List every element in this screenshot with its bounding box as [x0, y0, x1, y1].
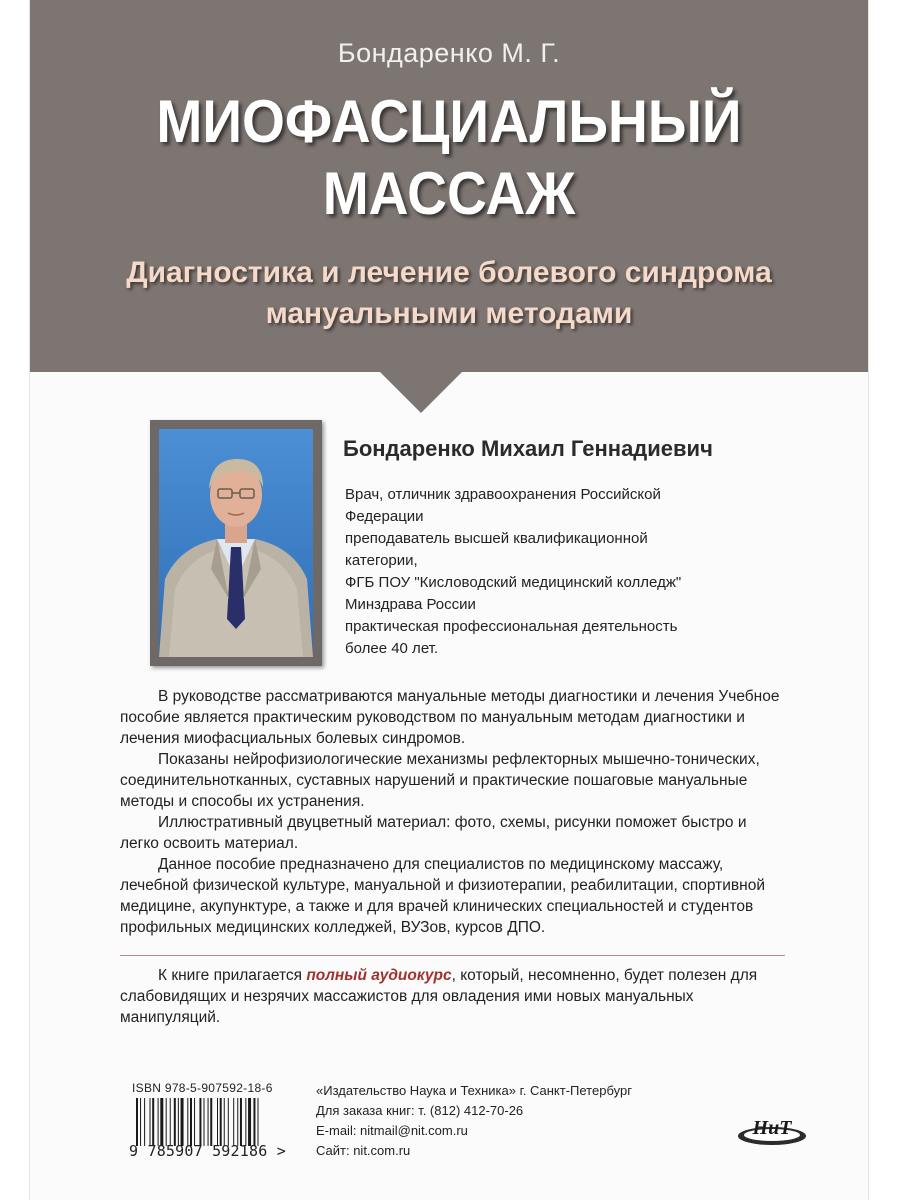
barcode-bar — [178, 1098, 179, 1146]
cover-author: Бондаренко М. Г. — [337, 38, 561, 68]
barcode-bar — [136, 1098, 138, 1146]
barcode-bar — [190, 1098, 192, 1146]
barcode-bar — [258, 1098, 259, 1146]
barcode-bar — [140, 1098, 141, 1146]
barcode-bar — [166, 1098, 167, 1146]
book-title-line-1: МИОФАСЦИАЛЬНЫЙ — [156, 88, 742, 155]
audio-course-note — [120, 965, 785, 1028]
section-divider — [120, 955, 785, 956]
barcode-bar — [158, 1098, 159, 1146]
barcode-bar — [233, 1098, 234, 1146]
barcode-bar — [181, 1098, 184, 1146]
description-paragraph: В руководстве рассматриваются мануальные методы диагностики и лечения Учебное пособие является практическим руководством по мануальным методам диагностики и лечения миофасциальных болевых синдромов. — [120, 688, 780, 747]
bio-line: Минздрава России — [345, 596, 476, 613]
barcode-bar — [240, 1098, 242, 1146]
author-photo — [159, 429, 313, 657]
author-name-heading: Бондаренко Михаил Геннадиевич — [343, 436, 713, 461]
barcode-bar — [160, 1098, 163, 1146]
isbn-barcode — [136, 1098, 296, 1146]
barcode-digits: 9 785907 592186 > — [129, 1142, 286, 1160]
barcode-bar — [217, 1098, 218, 1146]
barcode-bar — [237, 1098, 238, 1146]
book-title-line-2: МАССАЖ — [322, 160, 576, 227]
publisher-name: «Издательство Наука и Техника» г. Санкт-Петербург — [316, 1083, 632, 1098]
description-paragraph: Показаны нейрофизиологические механизмы рефлекторных мышечно-тонических, соединительнотканных, суставных нарушений и практические пошаговые мануальные методы и способы их устранения. — [120, 751, 760, 810]
barcode-bar — [199, 1098, 201, 1146]
publisher-logo — [735, 1112, 809, 1148]
description-paragraph: Данное пособие предназначено для специалистов по медицинскому массажу, лечебной физической культуре, мануальной и физиотерапии, реабилитации, спортивной медицине, акупунктуре, а также и для врачей клинических специальностей и студентов профильных медицинских колледжей, ВУЗов, курсов ДПО. — [120, 856, 765, 936]
barcode-bar — [144, 1098, 145, 1146]
barcode-bar — [194, 1098, 195, 1146]
barcode-bar — [187, 1098, 188, 1146]
book-subtitle-line-2: мануальными методами — [265, 297, 633, 330]
audio-paragraph — [120, 965, 785, 1028]
bio-line: практическая профессиональная деятельность — [345, 618, 678, 635]
bio-line: более 40 лет. — [345, 640, 439, 657]
bio-line: ФГБ ПОУ "Кисловодский медицинский колледж" — [345, 574, 682, 591]
barcode-bar — [208, 1098, 209, 1146]
barcode-bar — [174, 1098, 176, 1146]
barcode-bar — [224, 1098, 225, 1146]
audio-text-before: К книге прилагается — [158, 967, 307, 984]
barcode-bar — [204, 1098, 205, 1146]
cover-header-band — [30, 0, 868, 372]
barcode-bar — [150, 1098, 151, 1146]
author-portrait-illustration — [159, 429, 313, 657]
audio-text-after: , который, несомненно, будет полезен для слабовидящих и незрячих массажистов для овладения ими новых мануальных манипуляций. — [120, 967, 758, 1026]
barcode-bar — [152, 1098, 154, 1146]
bio-line: Врач, отличник здравоохранения Российской — [345, 486, 661, 503]
bio-line: категории, — [345, 552, 418, 569]
barcode-bar — [210, 1098, 212, 1146]
bio-line: преподаватель высшей квалификационной — [345, 530, 648, 547]
bio-line: Федерации — [345, 508, 424, 525]
book-description — [120, 686, 780, 938]
publisher-phone: Для заказа книг: т. (812) 412-70-26 — [316, 1103, 524, 1118]
barcode-bar — [253, 1098, 255, 1146]
author-bio — [345, 484, 745, 660]
logo-text: НиТ — [752, 1117, 792, 1139]
author-photo-frame — [150, 420, 322, 666]
barcode-bar — [170, 1098, 171, 1146]
barcode-bar — [220, 1098, 222, 1146]
barcode-bar — [228, 1098, 229, 1146]
isbn-label: ISBN 978-5-907592-18-6 — [132, 1081, 273, 1095]
book-subtitle-line-1: Диагностика и лечение болевого синдрома — [126, 256, 772, 289]
audio-course-highlight: полный аудиокурс — [306, 967, 452, 984]
publisher-email: E-mail: nitmail@nit.com.ru — [316, 1123, 468, 1138]
publisher-info — [316, 1081, 632, 1161]
book-back-cover — [30, 0, 868, 1200]
barcode-bar — [248, 1098, 251, 1146]
header-pointer-notch — [379, 371, 463, 413]
barcode-bar — [245, 1098, 246, 1146]
description-paragraph: Иллюстративный двуцветный материал: фото, схемы, рисунки поможет быстро и легко освоить материал. — [120, 814, 747, 852]
publisher-site: Сайт: nit.com.ru — [316, 1143, 411, 1158]
